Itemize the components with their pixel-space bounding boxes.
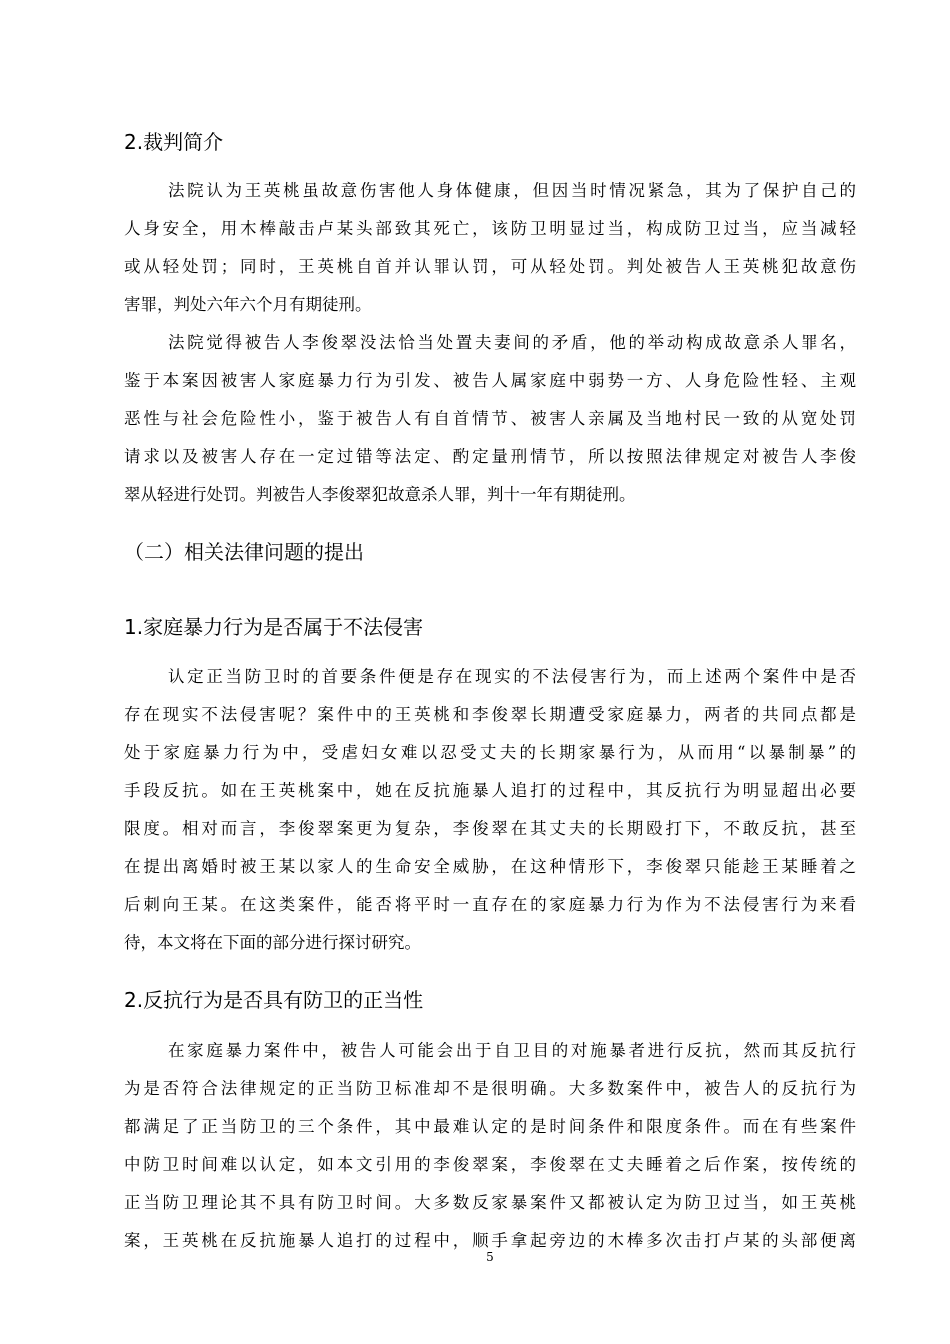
paragraph-line: 限度。相对而言，李俊翠案更为复杂，李俊翠在其丈夫的长期殴打下，不敢反抗，甚至 — [124, 819, 856, 838]
paragraph-line: 或从轻处罚；同时，王英桃自首并认罪认罚，可从轻处罚。判处被告人王英桃犯故意伤 — [124, 257, 856, 276]
paragraph-line: 害罪，判处六年六个月有期徒刑。 — [124, 295, 372, 314]
page-number: 5 — [486, 1250, 494, 1264]
paragraph-line: 在家庭暴力案件中，被告人可能会出于自卫目的对施暴者进行反抗，然而其反抗行 — [168, 1041, 856, 1060]
paragraph-line: 恶性与社会危险性小，鉴于被告人有自首情节、被害人亲属及当地村民一致的从宽处罚 — [124, 409, 856, 428]
paragraph-line: 请求以及被害人存在一定过错等法定、酌定量刑情节，所以按照法律规定对被告人李俊 — [124, 447, 856, 466]
paragraph-line: 处于家庭暴力行为中，受虐妇女难以忍受丈夫的长期家暴行为，从而用“以暴制暴”的 — [124, 743, 856, 762]
paragraph-line: 后刺向王某。在这类案件，能否将平时一直存在的家庭暴力行为作为不法侵害行为来看 — [124, 895, 856, 914]
paragraph-line: 都满足了正当防卫的三个条件，其中最难认定的是时间条件和限度条件。而在有些案件 — [124, 1117, 856, 1136]
paragraph-line: 存在现实不法侵害呢？案件中的王英桃和李俊翠长期遭受家庭暴力，两者的共同点都是 — [124, 705, 856, 724]
paragraph-line: 手段反抗。如在王英桃案中，她在反抗施暴人追打的过程中，其反抗行为明显超出必要 — [124, 781, 856, 800]
paragraph-line: 正当防卫理论其不具有防卫时间。大多数反家暴案件又都被认定为防卫过当，如王英桃 — [124, 1193, 856, 1212]
paragraph-line: 法院觉得被告人李俊翠没法恰当处置夫妻间的矛盾，他的举动构成故意杀人罪名， — [168, 333, 856, 352]
subsection-heading-justification: 2.反抗行为是否具有防卫的正当性 — [124, 988, 424, 1012]
paragraph-line: 翠从轻进行处罚。判被告人李俊翠犯故意杀人罪，判十一年有期徒刑。 — [124, 485, 636, 504]
paragraph-line: 认定正当防卫时的首要条件便是存在现实的不法侵害行为，而上述两个案件中是否 — [168, 667, 856, 686]
subsection-heading-domestic-violence: 1.家庭暴力行为是否属于不法侵害 — [124, 615, 424, 639]
paragraph-line: 为是否符合法律规定的正当防卫标准却不是很明确。大多数案件中，被告人的反抗行为 — [124, 1079, 856, 1098]
chapter-heading: （二）相关法律问题的提出 — [124, 540, 364, 564]
paragraph-line: 中防卫时间难以认定，如本文引用的李俊翠案，李俊翠在丈夫睡着之后作案，按传统的 — [124, 1155, 856, 1174]
paragraph-line: 案，王英桃在反抗施暴人追打的过程中，顺手拿起旁边的木棒多次击打卢某的头部便离 — [124, 1231, 856, 1250]
section-heading-verdict-summary: 2.裁判简介 — [124, 130, 224, 154]
paragraph-line: 鉴于本案因被害人家庭暴力行为引发、被告人属家庭中弱势一方、人身危险性轻、主观 — [124, 371, 856, 390]
paragraph-line: 人身安全，用木棒敲击卢某头部致其死亡，该防卫明显过当，构成防卫过当，应当减轻 — [124, 219, 856, 238]
paragraph-line: 待，本文将在下面的部分进行探讨研究。 — [124, 933, 421, 952]
paragraph-line: 在提出离婚时被王某以家人的生命安全威胁，在这种情形下，李俊翠只能趁王某睡着之 — [124, 857, 856, 876]
paragraph-line: 法院认为王英桃虽故意伤害他人身体健康，但因当时情况紧急，其为了保护自己的 — [168, 181, 856, 200]
